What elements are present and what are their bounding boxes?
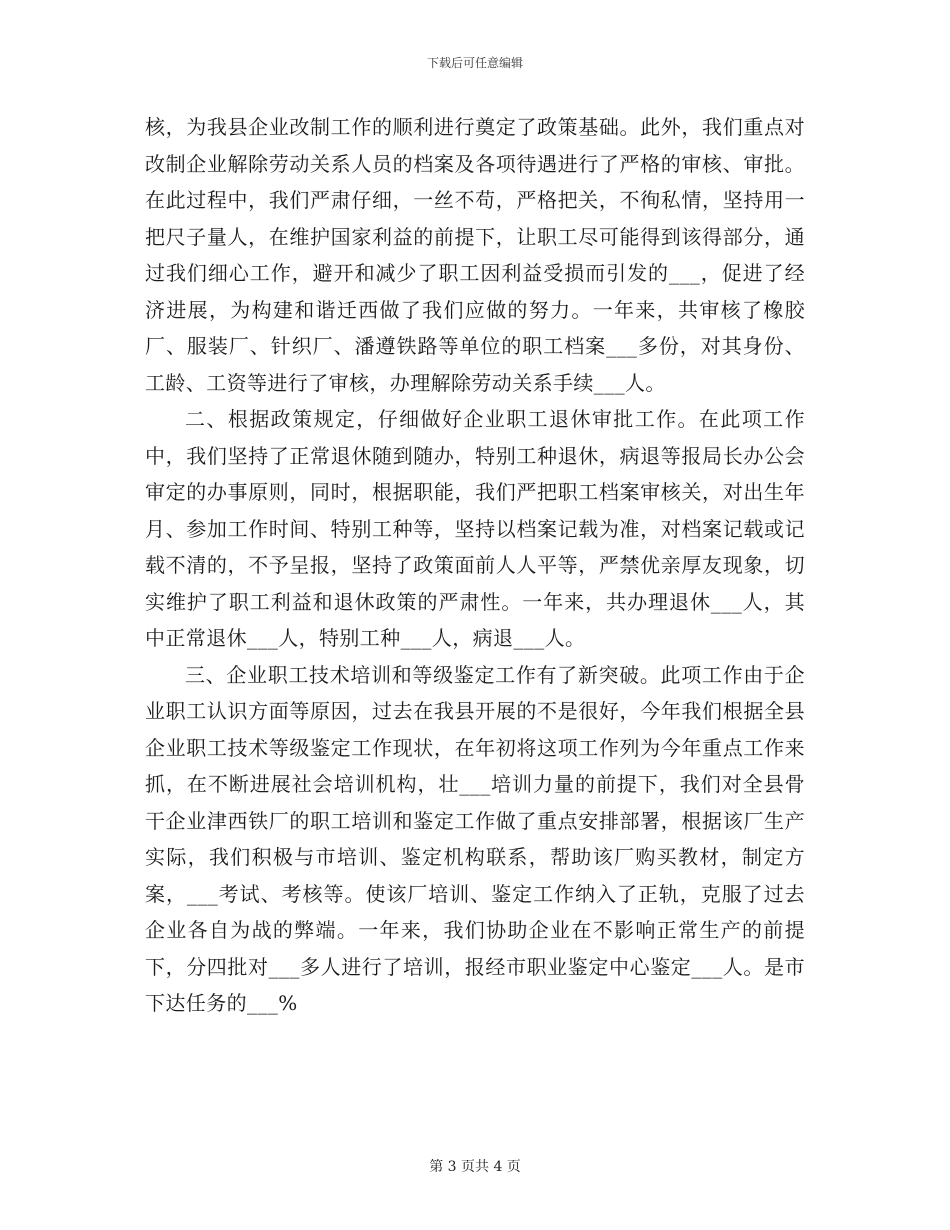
page-header: 下载后可任意编辑: [426, 56, 523, 70]
paragraph-2: 二、根据政策规定，仔细做好企业职工退休审批工作。在此项工作中，我们坚持了正常退休随到随办，特别工种退休，病退等报局长办公会审定的办事原则，同时，根据职能，我们严把职工档案审核关，对出生年月、参加工作时间、特别工种等，坚持以档案记载为准，对档案记载或记载不清的，不予呈报，坚持了政策面前人人平等，严禁优亲厚友现象，切实维护了职工利益和退休政策的严肃性。一年来，共办理退休___人，其中正常退休___人，特别工种___人，病退___人。: [145, 407, 805, 650]
paragraph-3: 三、企业职工技术培训和等级鉴定工作有了新突破。此项工作由于企业职工认识方面等原因，过去在我县开展的不是很好，今年我们根据全县企业职工技术等级鉴定工作现状，在年初将这项工作列为今年重点工作来抓，在不断进展社会培训机构，壮___培训力量的前提下，我们对全县骨干企业津西铁厂的职工培训和鉴定工作做了重点安排部署，根据该厂生产实际，我们积极与市培训、鉴定机构联系，帮助该厂购买教材，制定方案，___考试、考核等。使该厂培训、鉴定工作纳入了正轨，克服了过去企业各自为战的弊端。一年来，我们协助企业在不影响正常生产的前提下，分四批对___多人进行了培训，报经市职业鉴定中心鉴定___人。是市下达任务的___%: [145, 662, 805, 1015]
paragraph-1: 核，为我县企业改制工作的顺利进行奠定了政策基础。此外，我们重点对改制企业解除劳动关系人员的档案及各项待遇进行了严格的审核、审批。在此过程中，我们严肃仔细，一丝不苟，严格把关，不徇私情，坚持用一把尺子量人，在维护国家利益的前提下，让职工尽可能得到该得部分，通过我们细心工作，避开和减少了职工因利益受损而引发的___，促进了经济进展，为构建和谐迁西做了我们应做的努力。一年来，共审核了橡胶厂、服装厂、针织厂、潘遵铁路等单位的职工档案___多份，对其身份、工龄、工资等进行了审核，办理解除劳动关系手续___人。: [145, 115, 805, 395]
page-number: 第 3 页共 4 页: [429, 1159, 521, 1175]
document-body: [145, 109, 805, 1022]
